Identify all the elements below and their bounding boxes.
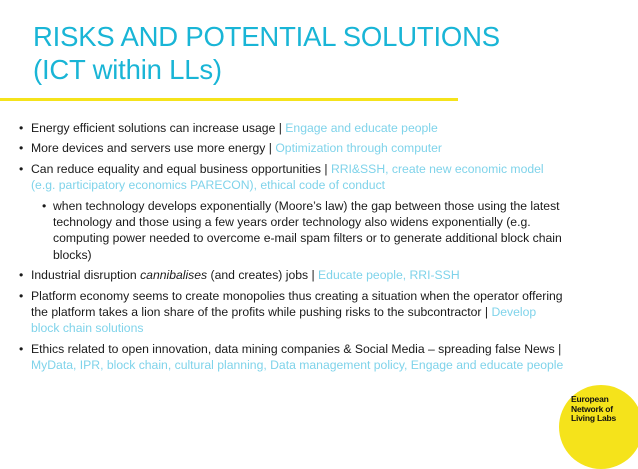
- solution-text: MyData, IPR, block chain, cultural planning, Data management policy, Engage and educate people: [31, 358, 564, 373]
- bullet-item: [18, 341, 566, 374]
- risk-text: (and creates) jobs |: [207, 268, 319, 283]
- slide-title-line1: RISKS AND POTENTIAL SOLUTIONS: [33, 21, 500, 52]
- title-divider: [0, 98, 458, 101]
- risk-text: More devices and servers use more energy |: [31, 141, 276, 156]
- bullet-item: [18, 288, 566, 337]
- risk-text: Can reduce equality and equal business opportunities |: [31, 161, 331, 176]
- sub-bullet-item: [41, 198, 566, 264]
- risk-text: Platform economy seems to create monopolies thus creating a situation when the operator offering the platform takes a lion share of the profits while pushing risks to the subcontractor |: [31, 288, 563, 320]
- bullet-item: [18, 161, 566, 194]
- logo-line: Network of: [571, 403, 613, 414]
- logo-line: Living Labs: [571, 413, 617, 424]
- risk-text: Ethics related to open innovation, data mining companies & Social Media – spreading false News |: [31, 341, 562, 356]
- bullet-item: [18, 267, 566, 283]
- solution-text: Educate people, RRI-SSH: [318, 268, 460, 283]
- solution-text: RRI&SSH, create new economic model (e.g. participatory economics PARECON), ethical code of conduct: [31, 161, 544, 193]
- logo-line: European: [571, 394, 609, 404]
- solution-text: Optimization through computer: [275, 141, 442, 156]
- solution-text: Develop block chain solutions: [31, 305, 537, 336]
- risk-text: Energy efficient solutions can increase usage |: [31, 121, 286, 135]
- sub-bullet-text: when technology develops exponentially (Moore’s law) the gap between those using the latest technology and those using a few years order technology also widens exponentially (e.g. computing power needed to overcome e-mail spam filters or to generate additional block chain blocks): [53, 198, 562, 262]
- bullet-item: [18, 120, 566, 136]
- bullet-item: [18, 140, 566, 156]
- risk-text: Industrial disruption: [31, 268, 141, 283]
- slide-title: [33, 20, 500, 86]
- risk-text-emphasis: cannibalises: [140, 268, 208, 283]
- solution-text: Engage and educate people: [285, 121, 438, 135]
- slide-title-line2: (ICT within LLs): [33, 54, 222, 85]
- bullet-list: [18, 120, 566, 378]
- enoll-logo-text: [571, 395, 635, 424]
